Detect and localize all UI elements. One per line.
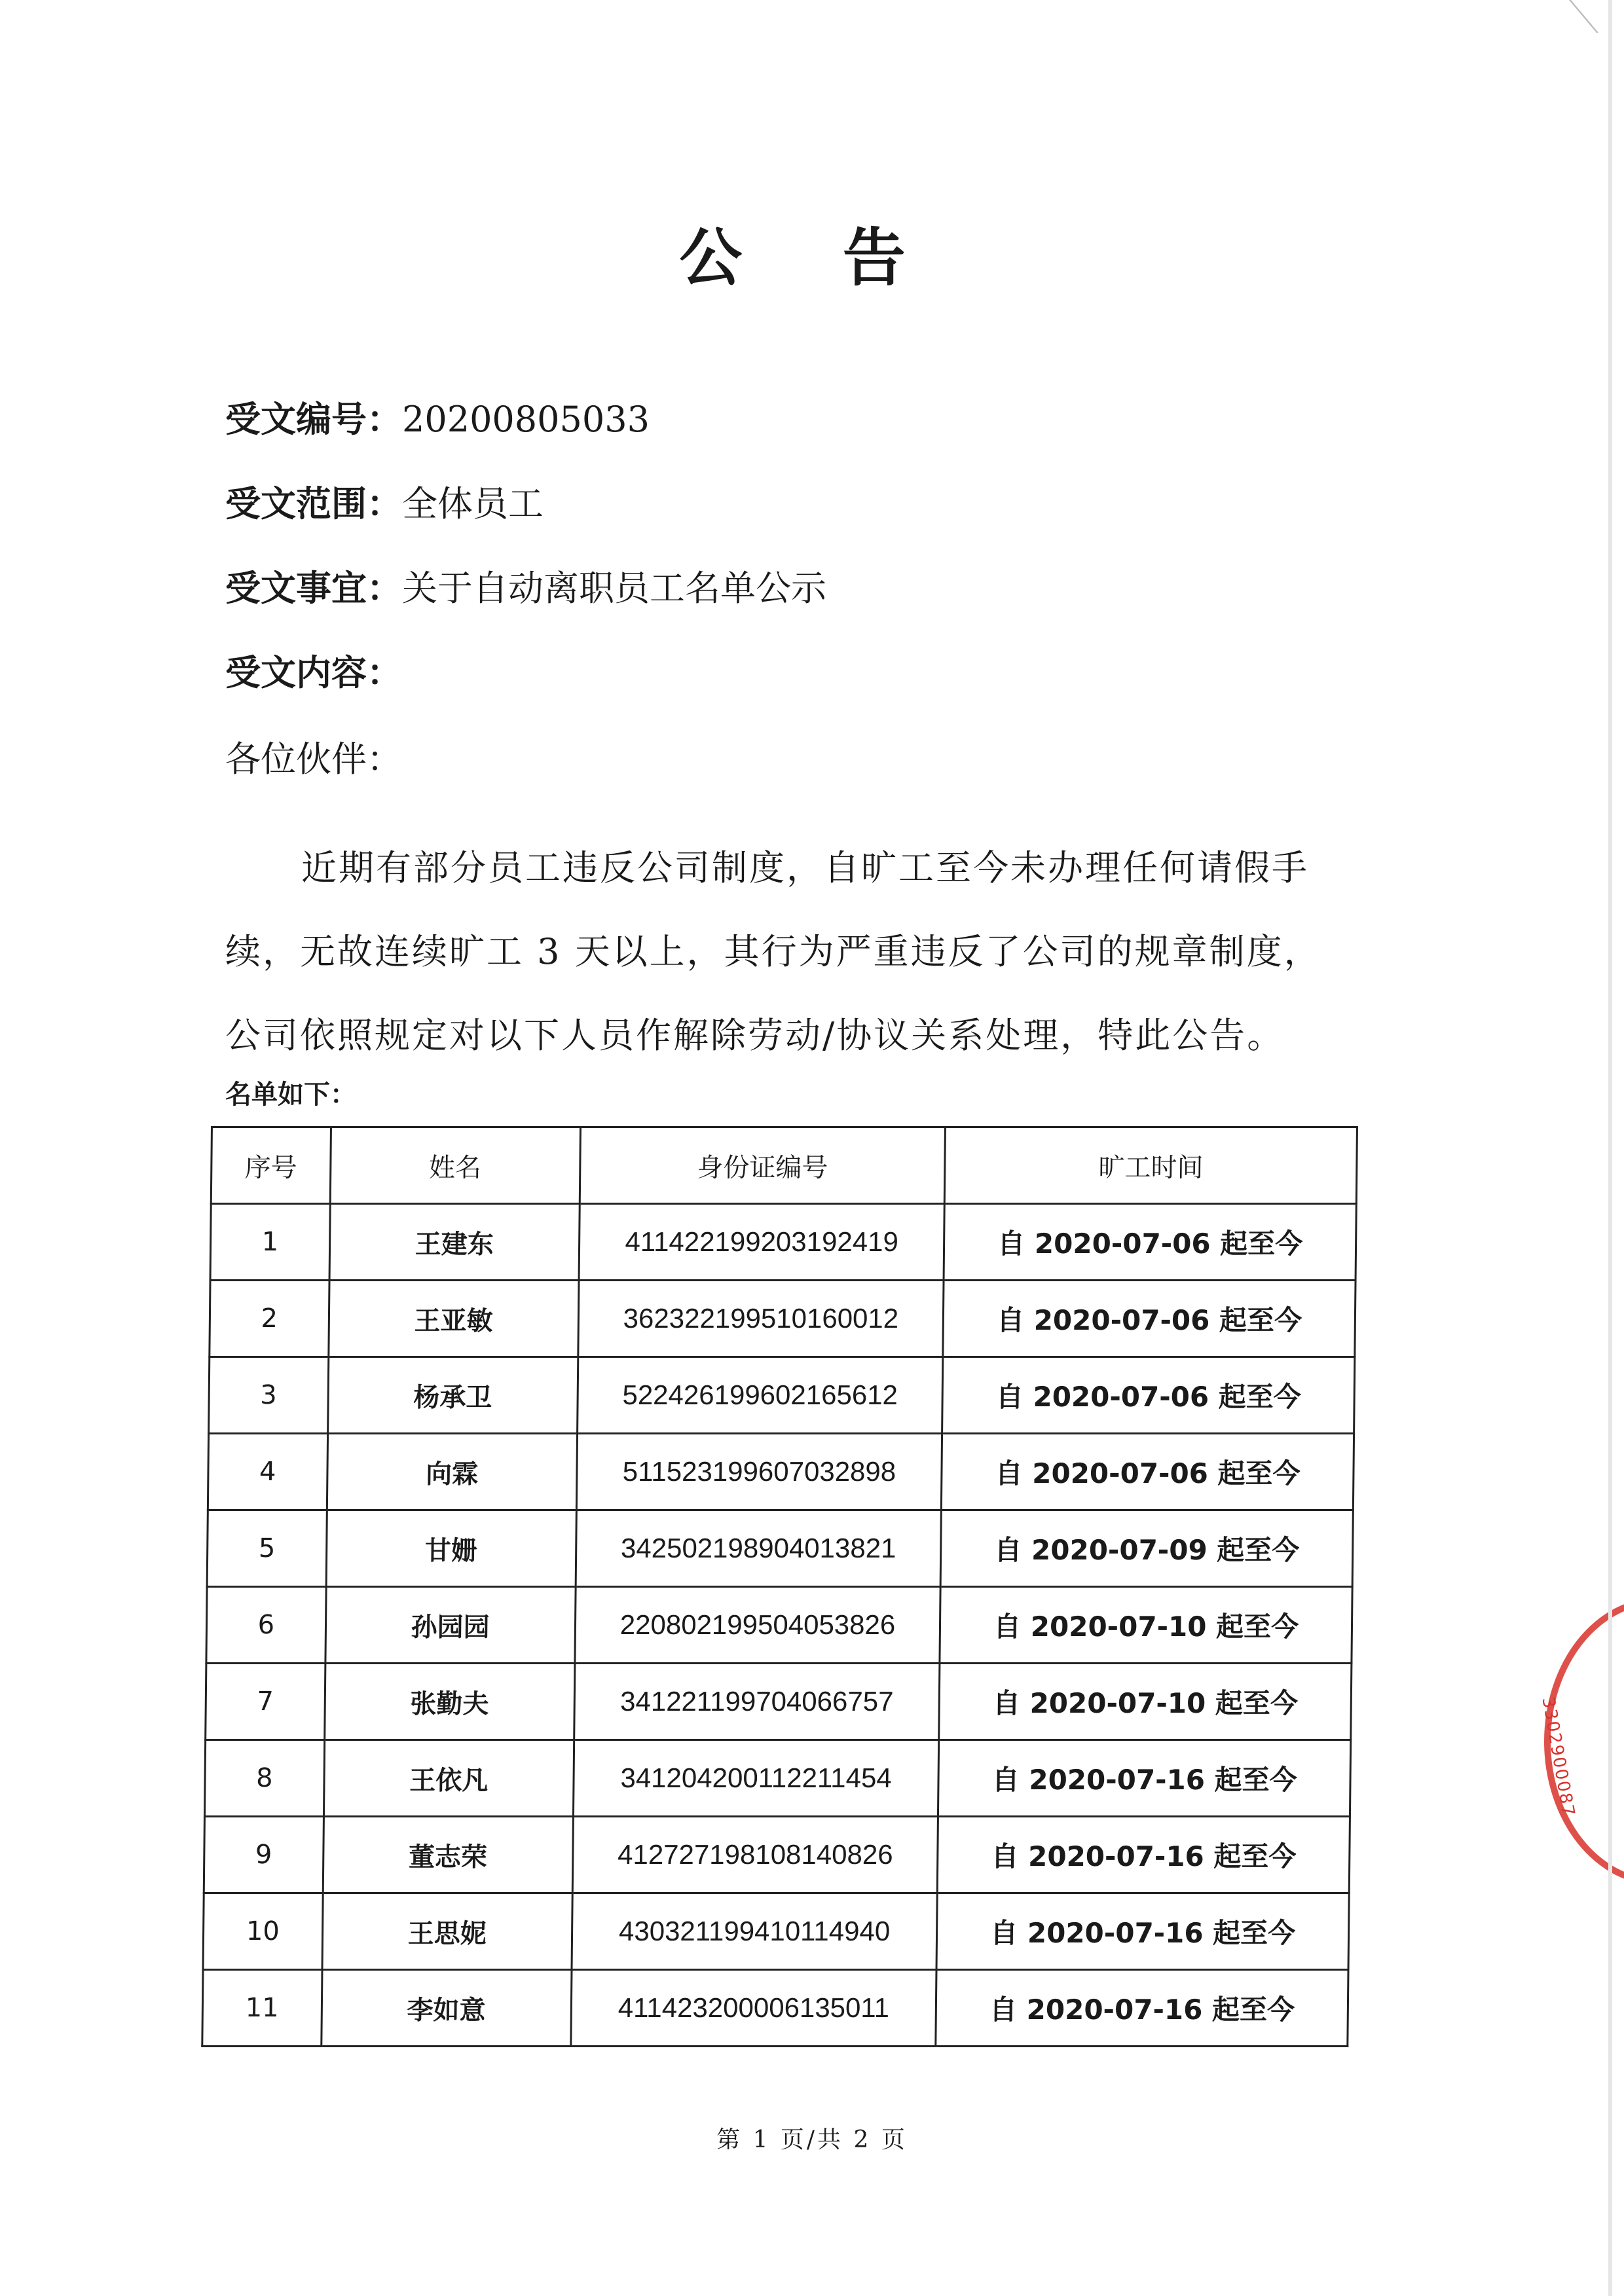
cell-name: 王亚敏 xyxy=(328,1281,578,1357)
cell-id: 412727198108140826 xyxy=(572,1817,938,1893)
greeting: 各位伙伴： xyxy=(225,738,402,780)
table-row xyxy=(204,1740,1350,1817)
cell-no: 5 xyxy=(207,1510,327,1587)
doc-scope-value: 全体员工 xyxy=(402,483,544,524)
cell-no: 3 xyxy=(209,1357,329,1434)
cell-id: 220802199504053826 xyxy=(575,1587,941,1664)
table-header-row xyxy=(211,1127,1357,1204)
cell-name: 杨承卫 xyxy=(327,1357,578,1434)
header-id: 身份证编号 xyxy=(580,1127,946,1204)
cell-period: 自 2020-07-10 起至今 xyxy=(939,1664,1352,1740)
cell-period: 自 2020-07-06 起至今 xyxy=(942,1357,1355,1434)
cell-no: 1 xyxy=(210,1204,330,1281)
cell-no: 2 xyxy=(210,1281,329,1357)
doc-number-value: 20200805033 xyxy=(402,399,650,440)
table-row xyxy=(207,1510,1353,1587)
cell-name: 王思妮 xyxy=(322,1893,572,1970)
doc-number-field xyxy=(225,397,650,443)
cell-id: 362322199510160012 xyxy=(578,1281,944,1357)
cell-name: 董志荣 xyxy=(323,1817,573,1893)
doc-content-field xyxy=(225,650,402,696)
cell-name: 孙园园 xyxy=(325,1587,576,1664)
cell-no: 6 xyxy=(206,1587,326,1664)
cell-period: 自 2020-07-06 起至今 xyxy=(942,1434,1354,1510)
dismissal-table xyxy=(201,1126,1358,2047)
cell-no: 9 xyxy=(204,1817,323,1893)
doc-subject-field xyxy=(225,566,826,611)
table-row xyxy=(210,1281,1356,1357)
cell-name: 张勤夫 xyxy=(324,1664,574,1740)
cell-period: 自 2020-07-16 起至今 xyxy=(936,1893,1349,1970)
table-row xyxy=(206,1587,1352,1664)
table-row xyxy=(209,1357,1355,1434)
cell-name: 甘姗 xyxy=(326,1510,576,1587)
cell-name: 李如意 xyxy=(321,1970,571,2047)
cell-no: 11 xyxy=(202,1970,322,2047)
doc-scope-label: 受文范围： xyxy=(225,483,402,524)
cell-period: 自 2020-07-16 起至今 xyxy=(936,1970,1348,2047)
table-row xyxy=(208,1434,1354,1510)
doc-content-label: 受文内容： xyxy=(225,652,402,693)
table-row xyxy=(210,1204,1356,1281)
seal-number: 3302900087 xyxy=(1538,1696,1579,1819)
cell-id: 341221199704066757 xyxy=(574,1664,940,1740)
doc-subject-label: 受文事宜： xyxy=(225,568,402,609)
notice-body: 近期有部分员工违反公司制度，自旷工至今未办理任何请假手续，无故连续旷工 3 天以上，其行为严重违反了公司的规章制度，公司依照规定对以下人员作解除劳动/协议关系处理，特此公告。 xyxy=(225,847,1321,1056)
cell-no: 8 xyxy=(204,1740,324,1817)
table-row xyxy=(202,1970,1348,2047)
cell-name: 王建东 xyxy=(329,1204,580,1281)
cell-period: 自 2020-07-10 起至今 xyxy=(940,1587,1352,1664)
cell-period: 自 2020-07-06 起至今 xyxy=(943,1281,1356,1357)
cell-id: 430321199410114940 xyxy=(572,1893,938,1970)
doc-number-label: 受文编号： xyxy=(225,399,402,440)
scan-corner xyxy=(1569,0,1624,33)
table-row xyxy=(204,1817,1350,1893)
cell-no: 4 xyxy=(208,1434,327,1510)
doc-scope-field xyxy=(225,481,544,527)
cell-period: 自 2020-07-06 起至今 xyxy=(944,1204,1356,1281)
cell-id: 341204200112211454 xyxy=(573,1740,939,1817)
cell-id: 411423200006135011 xyxy=(570,1970,936,2047)
scan-edge xyxy=(1608,0,1612,2296)
cell-period: 自 2020-07-16 起至今 xyxy=(938,1817,1350,1893)
cell-id: 522426199602165612 xyxy=(577,1357,943,1434)
cell-no: 10 xyxy=(203,1893,323,1970)
cell-id: 342502198904013821 xyxy=(576,1510,942,1587)
cell-period: 自 2020-07-16 起至今 xyxy=(938,1740,1351,1817)
table-body xyxy=(202,1204,1356,2047)
header-period: 旷工时间 xyxy=(945,1127,1357,1204)
header-name: 姓名 xyxy=(330,1127,580,1204)
header-no: 序号 xyxy=(211,1127,331,1204)
page-footer: 第 1 页/共 2 页 xyxy=(716,2126,908,2153)
cell-period: 自 2020-07-09 起至今 xyxy=(940,1510,1353,1587)
document-title: 公 告 xyxy=(679,221,945,295)
cell-no: 7 xyxy=(206,1664,325,1740)
doc-subject-value: 关于自动离职员工名单公示 xyxy=(402,568,826,609)
table-row xyxy=(206,1664,1352,1740)
cell-name: 王依凡 xyxy=(323,1740,574,1817)
list-label: 名单如下： xyxy=(225,1080,356,1110)
cell-id: 411422199203192419 xyxy=(579,1204,945,1281)
cell-id: 511523199607032898 xyxy=(576,1434,942,1510)
table-row xyxy=(203,1893,1349,1970)
cell-name: 向霖 xyxy=(327,1434,577,1510)
